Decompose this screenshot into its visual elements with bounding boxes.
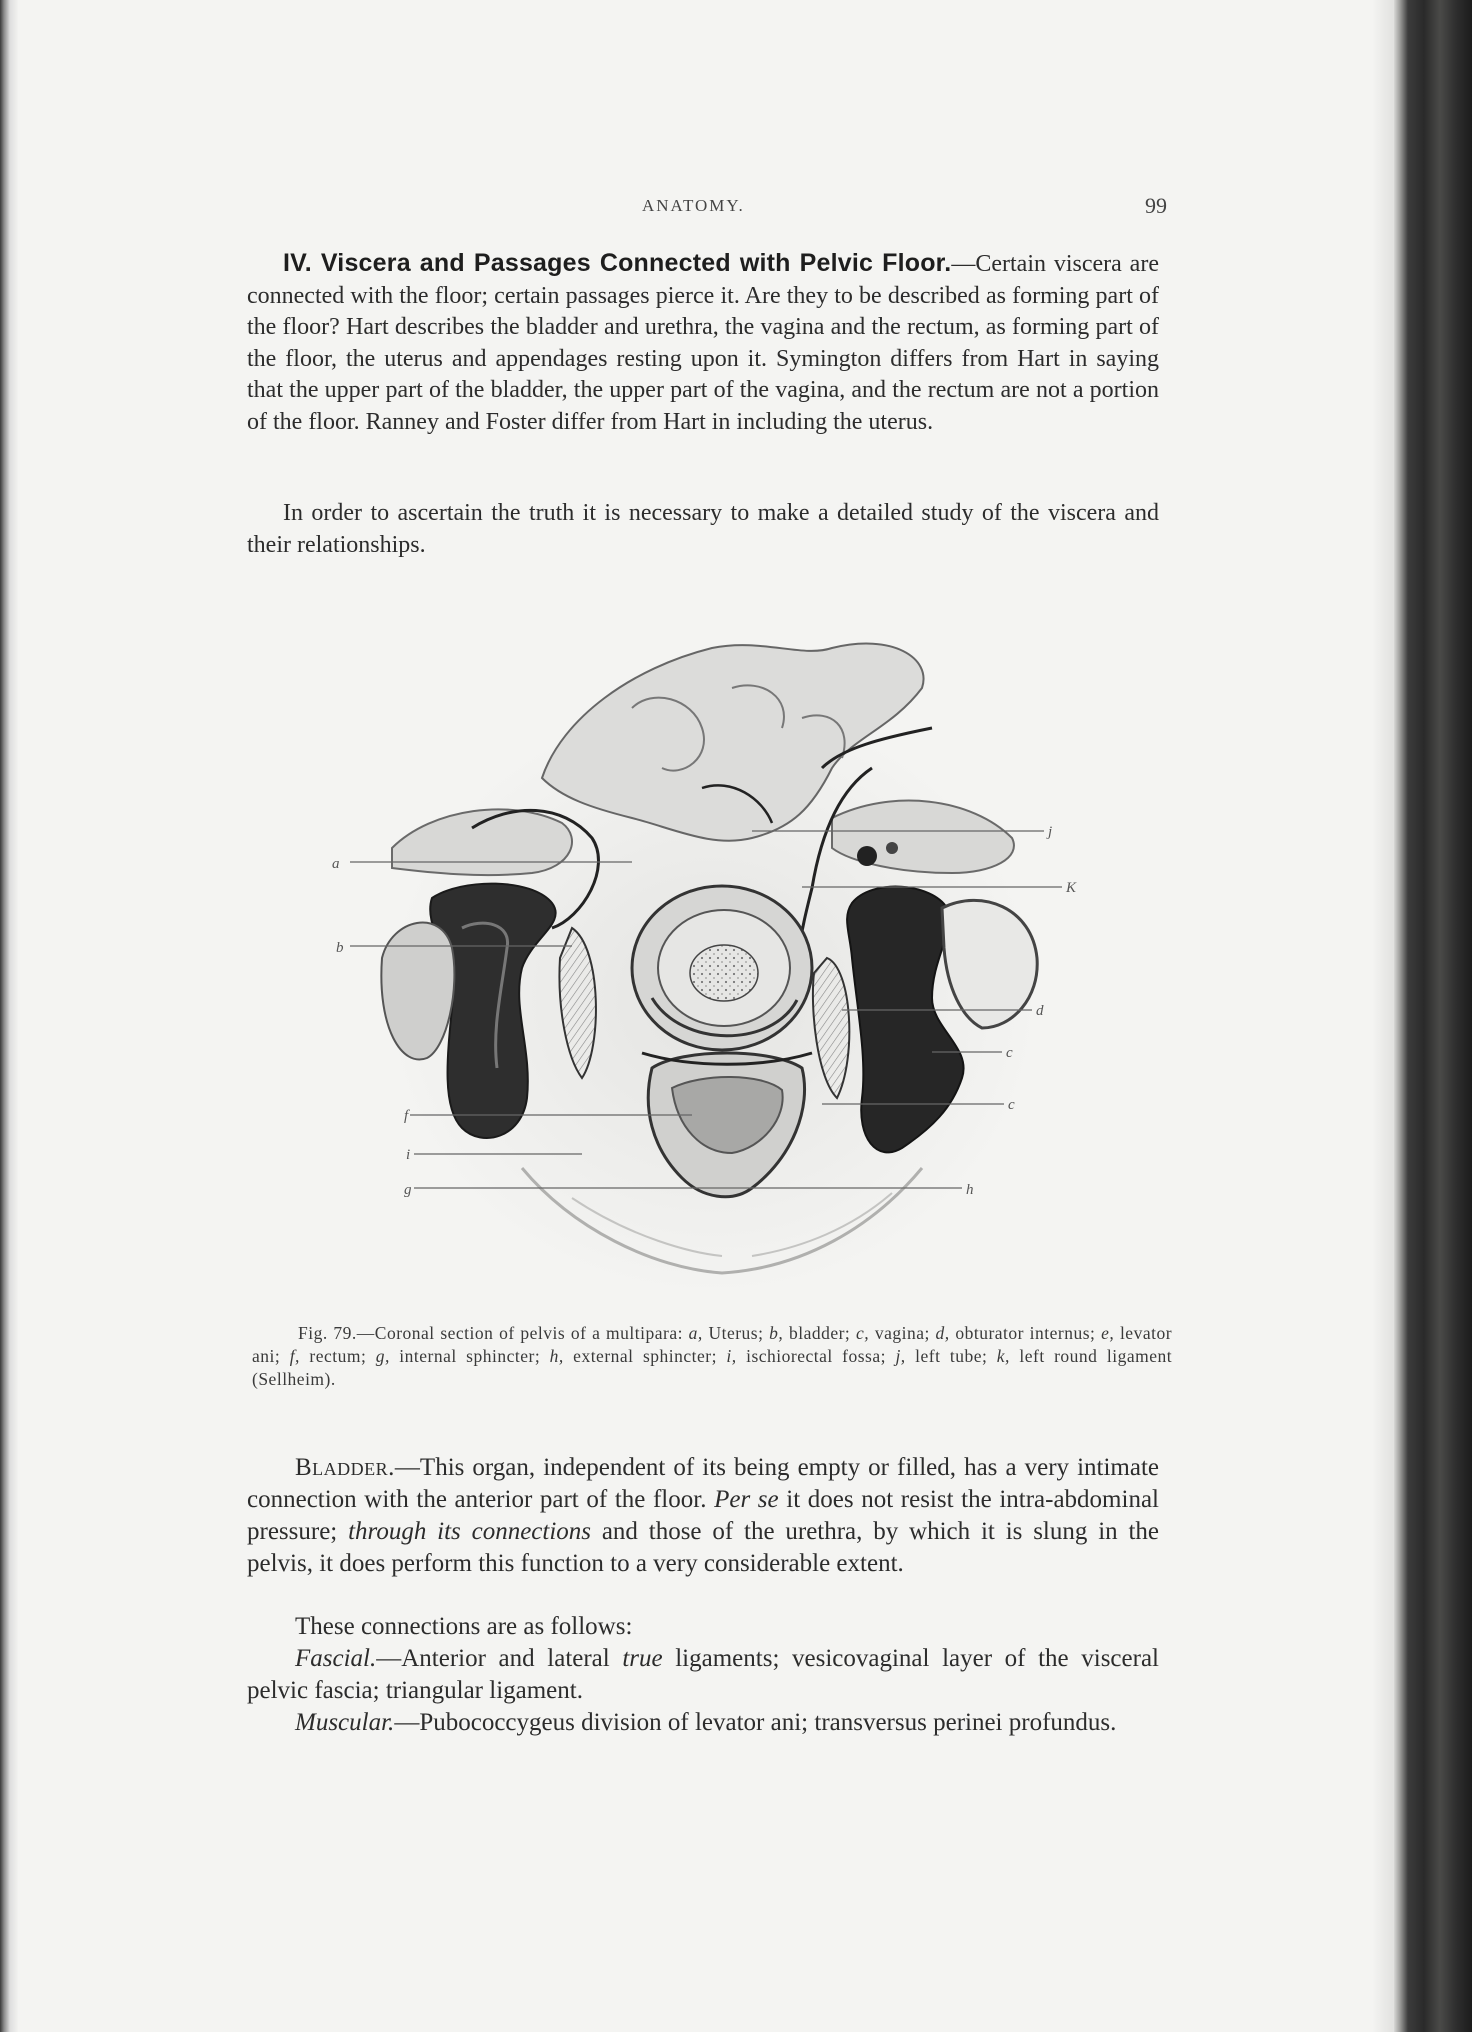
caption-item-i: ischiorectal fossa; (736, 1346, 886, 1366)
caption-item-b: bladder; (783, 1323, 851, 1343)
running-head-title: ANATOMY. (642, 196, 745, 215)
scan-binding-edge (0, 0, 18, 2032)
caption-key-k: k, (996, 1346, 1010, 1366)
bladder-italic-2: through its connections (348, 1518, 592, 1545)
page-number: 99 (1145, 193, 1167, 218)
caption-key-b: b, (769, 1323, 784, 1343)
caption-key-c: c, (856, 1323, 870, 1343)
caption-key-a: a, (688, 1323, 703, 1343)
caption-item-d: obturator internus; (949, 1323, 1096, 1343)
figure-label-f: f (404, 1108, 409, 1124)
fascial-title: Fascial. (295, 1645, 377, 1672)
figure-label-i: i (406, 1147, 411, 1163)
paragraph-order: In order to ascertain the truth it is necessary to make a detailed study of the viscera and their relationships. (247, 500, 1159, 558)
caption-item-f: rectum; (299, 1346, 367, 1366)
figure-label-a: a (332, 856, 340, 872)
figure-label-h: h (966, 1182, 974, 1198)
caption-key-g: g, (375, 1346, 390, 1366)
caption-key-d: d, (935, 1323, 950, 1343)
caption-item-g: internal sphincter; (389, 1346, 541, 1366)
bladder-text-2: it does not resist the intra-abdominal pressure; (247, 1486, 1159, 1545)
muscular-title: Muscular. (295, 1709, 395, 1736)
book-page-edges (1394, 0, 1472, 2032)
caption-item-e: levator ani; (252, 1323, 1173, 1366)
caption-key-j: j, (895, 1346, 906, 1366)
caption-key-f: f, (289, 1346, 300, 1366)
fascial-text-2: ligaments; vesicovaginal layer of the visceral pelvic fascia; triangular ligament. (247, 1645, 1159, 1704)
figure-label-c-lower: c (1008, 1097, 1015, 1113)
figure-pelvis-section (332, 628, 1092, 1318)
caption-prefix: Fig. 79.—Coronal section of pelvis of a multipara: (298, 1323, 683, 1343)
caption-key-h: h, (549, 1346, 564, 1366)
muscular-text: —Pubococcygeus division of levator ani; transversus perinei profundus. (394, 1709, 1117, 1736)
bladder-title: Bladder. (295, 1454, 395, 1481)
left-upper-tissue (392, 809, 572, 875)
figure-label-g: g (404, 1182, 412, 1198)
fascial-italic: true (622, 1645, 663, 1672)
section-iv-paragraph (247, 248, 1159, 438)
figure-label-c-upper: c (1006, 1045, 1013, 1061)
bladder-paragraph (247, 1452, 1159, 1580)
muscular-paragraph (247, 1707, 1159, 1739)
figure-label-j: j (1048, 824, 1053, 840)
caption-item-h: external sphincter; (563, 1346, 717, 1366)
caption-item-a: Uterus; (702, 1323, 764, 1343)
caption-item-j: left tube; (905, 1346, 988, 1366)
fascial-text-1: —Anterior and lateral (376, 1645, 623, 1672)
page-fold-shadow (1372, 0, 1394, 2032)
caption-key-e: e, (1101, 1323, 1115, 1343)
caption-key-i: i, (726, 1346, 737, 1366)
fascial-paragraph (247, 1643, 1159, 1707)
section-iv-text: —Certain viscera are connected with the floor; certain passages pierce it. Are they to be described as forming part of the floor? Hart describes the bladder and urethra, the vagina and the rectum, as forming part of the floor, the uterus and appendages resting upon it. Symington differs from Hart in saying that the upper part of the bladder, the upper part of the vagina, and the rectum are not a portion of the floor. Ranney and Foster differ from Hart in including the uterus. (247, 251, 1159, 435)
caption-item-c: vagina; (869, 1323, 930, 1343)
figure-caption (252, 1322, 1172, 1391)
bladder-italic-1: Per se (714, 1486, 779, 1513)
running-head (247, 193, 1167, 222)
central-lumen (690, 945, 758, 1001)
bladder-text-3: and those of the urethra, by which it is slung in the pelvis, it does perform this function to a very considerable extent. (247, 1518, 1160, 1577)
bladder-text-1: —This organ, independent of its being empty or filled, has a very intimate connection with the anterior part of the floor. (247, 1454, 1159, 1513)
pelvis-illustration (332, 628, 1092, 1318)
figure-label-k: K (1066, 880, 1077, 896)
connections-intro: These connections are as follows: (295, 1613, 633, 1640)
section-heading: IV. Viscera and Passages Connected with Pelvic Floor. (283, 249, 952, 277)
figure-label-d: d (1036, 1003, 1044, 1019)
caption-item-k: left round ligament (Sellheim). (252, 1346, 1173, 1389)
figure-label-b: b (336, 940, 344, 956)
